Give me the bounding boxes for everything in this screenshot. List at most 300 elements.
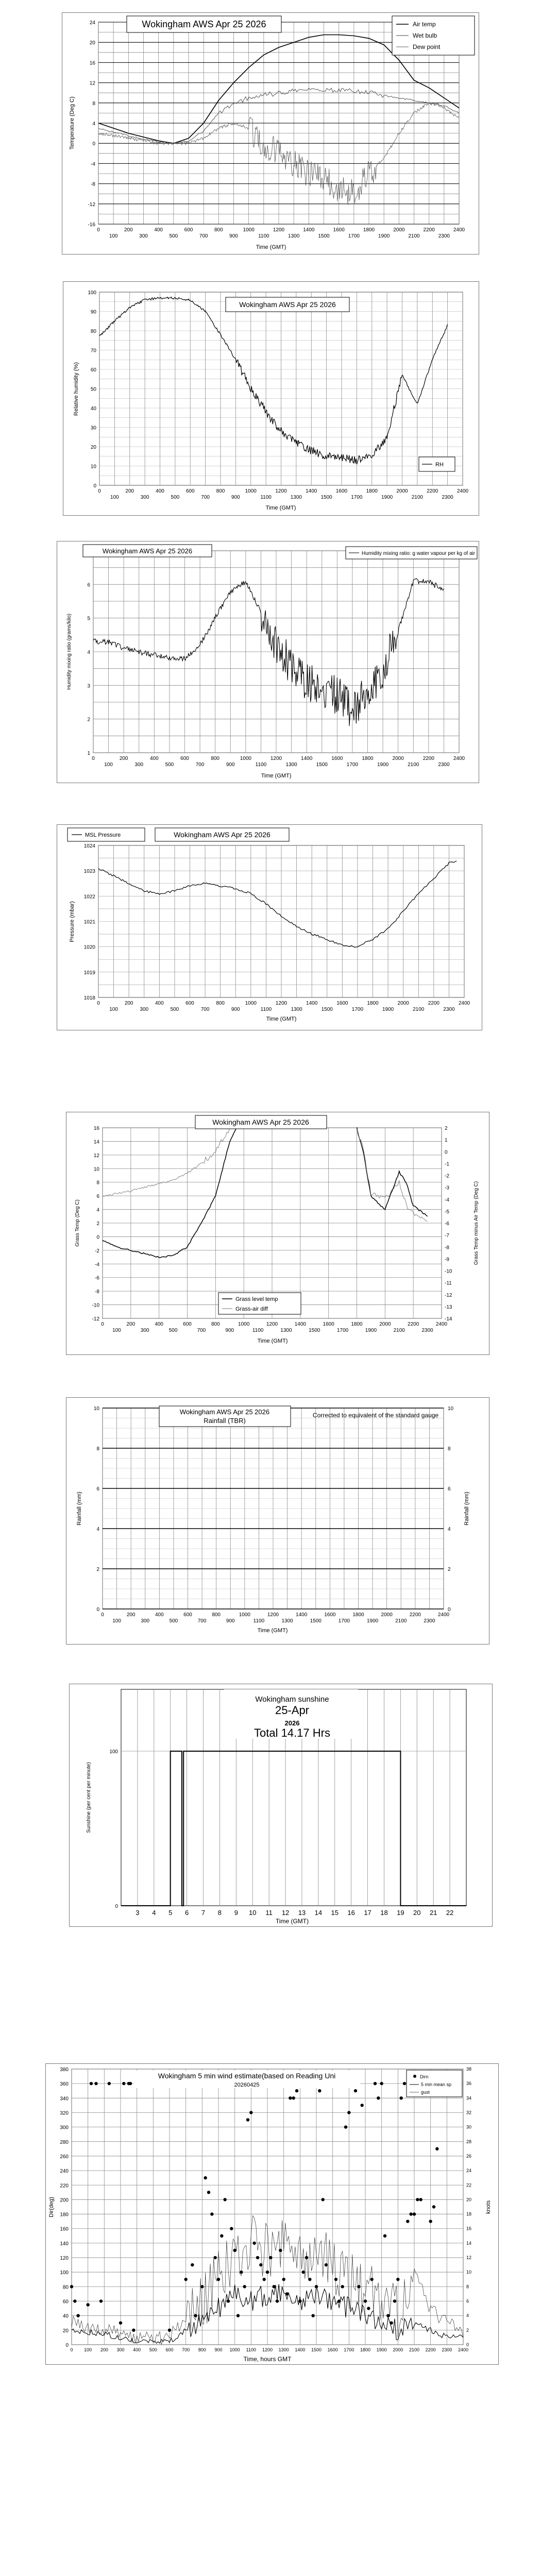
x-tick-label: 200 [124, 1001, 133, 1006]
y-tick-label: 40 [90, 406, 96, 412]
x-tick-label: 1500 [321, 1007, 333, 1012]
y-tick-label: 180 [60, 2212, 69, 2218]
y2-tick-label: 2 [466, 2327, 469, 2333]
y-tick-label: 20 [62, 2328, 69, 2334]
x-tick-label: 1600 [336, 1001, 348, 1006]
x-tick-label: 12 [281, 1909, 290, 1917]
x-tick-label: 700 [201, 495, 210, 500]
x-tick-label: 2100 [411, 495, 423, 500]
y-axis-label: Temperature (Deg C) [69, 96, 75, 150]
pressure-chart-panel [57, 824, 482, 1030]
y-tick-label: 40 [62, 2313, 69, 2319]
direction-point [321, 2198, 324, 2201]
direction-point [311, 2314, 314, 2317]
y-tick-label: 100 [60, 2270, 69, 2276]
x-tick-label: 2000 [397, 1001, 409, 1006]
direction-point [370, 2278, 373, 2281]
x-tick-label: 1300 [285, 762, 297, 768]
y-axis-label: Relative humidity (%) [73, 362, 79, 416]
x-tick-label: 400 [156, 488, 164, 494]
x-tick-label: 1100 [253, 1618, 265, 1624]
x-tick-label: 10 [249, 1909, 257, 1917]
x-tick-label: 8 [217, 1909, 222, 1917]
direction-point [76, 2314, 79, 2317]
y-tick-label: 6 [96, 1486, 99, 1492]
x-tick-label: 1700 [336, 1328, 349, 1333]
y-tick-label: 10 [93, 1406, 99, 1412]
x-tick-label: 1800 [351, 1321, 363, 1327]
direction-point [227, 2299, 230, 2302]
x-tick-label: 800 [214, 227, 223, 233]
direction-point [259, 2263, 262, 2266]
y-tick-label: -4 [91, 161, 95, 167]
direction-point [279, 2249, 282, 2252]
y-tick-label: -10 [92, 1302, 99, 1309]
x-tick-label: 1600 [324, 1612, 336, 1618]
legend-label: Grass-air diff [235, 1306, 268, 1312]
legend-label: 5 min mean sp [421, 2082, 452, 2087]
y-tick-label: 1023 [83, 869, 95, 875]
x-tick-label: 1400 [306, 488, 317, 494]
x-tick-label: 1100 [246, 2347, 257, 2352]
x-tick-label: 2400 [458, 1001, 470, 1006]
direction-point [377, 2096, 380, 2099]
x-tick-label: 800 [198, 2347, 206, 2352]
chart-date: 25-Apr [275, 1704, 310, 1717]
x-axis-label: Time (GMT) [265, 505, 296, 511]
x-axis-label: Time (GMT) [275, 1918, 309, 1925]
y2-tick-label: -5 [445, 1209, 449, 1215]
y2-tick-label: 30 [466, 2124, 472, 2130]
x-axis-label: Time (GMT) [261, 773, 292, 779]
y2-tick-label: -6 [445, 1221, 449, 1227]
y2-tick-label: 14 [466, 2240, 472, 2246]
y2-tick-label: -2 [445, 1173, 449, 1179]
y2-tick-label: -14 [445, 1316, 452, 1322]
y-tick-label: 8 [92, 100, 95, 107]
direction-point [132, 2329, 135, 2332]
legend-label: Humidity mixing ratio: g water vapour per kg of air [362, 551, 476, 556]
y2-tick-label: 34 [466, 2095, 472, 2101]
x-tick-label: 2100 [413, 1007, 425, 1012]
legend-label: Dirn [420, 2074, 429, 2079]
y-tick-label: 340 [60, 2096, 69, 2102]
temperature-chart-panel [62, 12, 479, 255]
x-tick-label: 2400 [453, 756, 465, 761]
direction-point [344, 2125, 347, 2128]
x-tick-label: 2200 [422, 756, 434, 761]
y2-tick-label: 38 [466, 2066, 472, 2072]
x-tick-label: 700 [199, 233, 208, 239]
x-tick-label: 400 [155, 1321, 164, 1327]
x-tick-label: 2400 [453, 227, 465, 233]
x-tick-label: 1200 [273, 227, 285, 233]
y-tick-label: 8 [96, 1180, 99, 1186]
x-tick-label: 1000 [243, 227, 255, 233]
y-tick-label: -12 [92, 1316, 99, 1322]
x-tick-label: 900 [225, 1328, 234, 1333]
chart-title: Wokingham AWS Apr 25 2026 [102, 547, 193, 555]
y-tick-label: 4 [96, 1207, 99, 1213]
direction-point [334, 2278, 337, 2281]
x-tick-label: 400 [154, 227, 163, 233]
x-tick-label: 1400 [301, 756, 313, 761]
y2-tick-label: -10 [445, 1268, 452, 1275]
direction-point [240, 2270, 243, 2274]
y-tick-label: 0 [96, 1234, 99, 1241]
sunshine-chart-panel [69, 1684, 493, 1927]
chart-subtitle: 20260425 [234, 2082, 260, 2088]
y-tick-label: 30 [90, 425, 96, 431]
direction-point [337, 2299, 341, 2302]
y2-tick-label: 26 [466, 2153, 472, 2159]
y2-tick-label: 0 [445, 1149, 448, 1156]
direction-point [308, 2278, 311, 2281]
x-tick-label: 6 [185, 1909, 189, 1917]
x-tick-label: 1800 [367, 1001, 379, 1006]
x-tick-label: 1200 [270, 756, 282, 761]
x-tick-label: 0 [70, 2347, 73, 2352]
direction-point [243, 2285, 246, 2288]
x-tick-label: 800 [216, 488, 225, 494]
x-tick-label: 1600 [331, 756, 343, 761]
x-tick-label: 1300 [291, 1007, 302, 1012]
direction-point [119, 2321, 122, 2325]
x-tick-label: 600 [180, 756, 189, 761]
humidity-chart-panel [63, 281, 479, 516]
y-tick-label: 200 [60, 2197, 69, 2204]
x-tick-label: 1700 [348, 233, 360, 239]
direction-point [403, 2082, 406, 2085]
direction-point [406, 2219, 409, 2223]
x-tick-label: 19 [397, 1909, 404, 1917]
x-tick-label: 200 [124, 227, 133, 233]
y-tick-label: 1 [87, 751, 90, 756]
x-tick-label: 300 [134, 762, 144, 768]
y-tick-label: 4 [96, 1527, 99, 1532]
x-tick-label: 2100 [408, 233, 420, 239]
x-tick-label: 1900 [365, 1328, 377, 1333]
y2-tick-label: 24 [466, 2168, 472, 2174]
x-tick-label: 2300 [424, 1618, 435, 1624]
y-tick-label: 1018 [83, 995, 95, 1001]
x-tick-label: 9 [234, 1909, 238, 1917]
direction-point [292, 2096, 295, 2099]
x-tick-label: 1000 [238, 1321, 250, 1327]
y-tick-label: 16 [89, 60, 95, 66]
y-tick-label: 1022 [83, 894, 95, 900]
y2-tick-label: 10 [448, 1406, 454, 1412]
chart-title: Wokingham AWS Apr 25 2026 [142, 19, 266, 29]
x-tick-label: 1400 [295, 2347, 306, 2352]
direction-point [262, 2278, 265, 2281]
x-tick-label: 400 [133, 2347, 141, 2352]
x-tick-label: 100 [110, 495, 119, 500]
y-tick-label: 12 [89, 80, 95, 87]
x-tick-label: 1000 [245, 1001, 257, 1006]
chart-title: Wokingham AWS Apr 25 2026 [174, 831, 270, 839]
direction-point [429, 2219, 432, 2223]
x-tick-label: 1800 [362, 756, 374, 761]
y2-tick-label: -11 [445, 1280, 452, 1286]
x-tick-label: 7 [201, 1909, 206, 1917]
x-tick-label: 1500 [320, 495, 332, 500]
direction-point [129, 2082, 132, 2085]
direction-point [252, 2242, 256, 2245]
direction-point [435, 2147, 438, 2150]
x-tick-label: 1400 [303, 227, 315, 233]
x-tick-label: 1400 [294, 1321, 306, 1327]
y-tick-label: -16 [88, 222, 95, 228]
y2-tick-label: -13 [445, 1304, 452, 1310]
direction-point [213, 2256, 216, 2259]
x-tick-label: 20 [413, 1909, 421, 1917]
x-tick-label: 1900 [366, 1618, 379, 1624]
y2-tick-label: 2 [445, 1126, 448, 1131]
x-tick-label: 300 [140, 1007, 149, 1012]
x-tick-label: 2000 [392, 756, 404, 761]
y2-tick-label: 4 [448, 1527, 451, 1532]
x-tick-label: 800 [211, 1321, 220, 1327]
y2-tick-label: -7 [445, 1233, 449, 1239]
x-tick-label: 1500 [316, 762, 328, 768]
y-tick-label: 6 [96, 1194, 99, 1200]
temperature-chart [62, 13, 480, 255]
x-tick-label: 2000 [393, 227, 405, 233]
x-tick-label: 1800 [366, 488, 378, 494]
x-tick-label: 1600 [333, 227, 345, 233]
direction-point [108, 2082, 111, 2085]
x-tick-label: 1800 [363, 227, 375, 233]
x-axis-label: Time (GMT) [256, 244, 286, 250]
x-tick-label: 2100 [409, 2347, 420, 2352]
grass-temp-chart [66, 1112, 490, 1355]
x-axis-label: Time (GMT) [266, 1016, 297, 1022]
x-tick-label: 1100 [258, 233, 269, 239]
legend-label: Dew point [413, 43, 441, 50]
y2-tick-label: -8 [445, 1245, 449, 1251]
chart-note: Corrected to equivalent of the standard gauge [312, 1412, 439, 1419]
y2-tick-label: 6 [448, 1486, 451, 1492]
x-tick-label: 0 [92, 756, 95, 761]
direction-point [168, 2329, 171, 2332]
x-tick-label: 800 [216, 1001, 225, 1006]
direction-point [396, 2278, 399, 2281]
x-tick-label: 5 [168, 1909, 173, 1917]
x-tick-label: 100 [112, 1618, 121, 1624]
direction-point [383, 2234, 386, 2238]
x-tick-label: 1100 [255, 762, 267, 768]
y2-tick-label: 6 [466, 2298, 469, 2304]
direction-point [233, 2249, 236, 2252]
direction-point [236, 2314, 240, 2317]
x-tick-label: 2200 [425, 2347, 436, 2352]
x-tick-label: 1000 [240, 756, 251, 761]
wind-chart-panel [45, 2063, 499, 2365]
x-tick-label: 1000 [245, 488, 257, 494]
x-tick-label: 2300 [442, 495, 453, 500]
x-tick-label: 100 [112, 1328, 121, 1333]
x-tick-label: 1700 [351, 495, 363, 500]
x-tick-label: 900 [229, 233, 238, 239]
x-tick-label: 2200 [409, 1612, 421, 1618]
direction-point [380, 2082, 383, 2085]
chart-title: Wokingham sunshine [255, 1695, 329, 1704]
x-tick-label: 1500 [309, 1328, 320, 1333]
legend-label: RH [435, 462, 444, 468]
y-tick-label: -4 [95, 1262, 99, 1268]
x-tick-label: 2300 [438, 762, 450, 768]
x-tick-label: 1700 [338, 1618, 350, 1624]
humidity-chart [63, 282, 480, 516]
y2-tick-label: 12 [466, 2255, 472, 2261]
y2-tick-label: 18 [466, 2211, 472, 2217]
x-tick-label: 200 [100, 2347, 108, 2352]
x-tick-label: 200 [126, 1612, 136, 1618]
direction-point [210, 2212, 213, 2215]
x-tick-label: 16 [347, 1909, 355, 1917]
y2-tick-label: -1 [445, 1161, 449, 1167]
y-tick-label: 24 [89, 20, 95, 26]
x-tick-label: 700 [197, 1618, 207, 1624]
x-tick-label: 1800 [360, 2347, 371, 2352]
x-tick-label: 600 [185, 1001, 194, 1006]
x-tick-label: 200 [119, 756, 128, 761]
y-tick-label: 1021 [83, 919, 95, 925]
y-tick-label: 60 [90, 367, 96, 373]
x-tick-label: 1300 [281, 1618, 293, 1624]
x-tick-label: 2400 [457, 488, 469, 494]
x-tick-label: 1300 [278, 2347, 289, 2352]
x-tick-label: 11 [265, 1909, 273, 1917]
direction-point [86, 2303, 89, 2306]
x-tick-label: 1900 [376, 2347, 387, 2352]
direction-point [386, 2314, 390, 2317]
y-tick-label: 240 [60, 2168, 69, 2175]
direction-point [318, 2089, 321, 2092]
legend-label: Air temp [413, 21, 436, 28]
y-tick-label: 10 [93, 1166, 99, 1173]
x-tick-label: 3 [136, 1909, 140, 1917]
y2-tick-label: 8 [448, 1446, 451, 1452]
x-axis-label: Time (GMT) [257, 1628, 288, 1634]
x-tick-label: 500 [170, 1007, 179, 1012]
x-tick-label: 2300 [442, 2347, 452, 2352]
x-tick-label: 400 [155, 1612, 164, 1618]
direction-point [409, 2212, 412, 2215]
x-tick-label: 2400 [437, 1612, 450, 1618]
x-tick-label: 0 [97, 227, 100, 233]
direction-point [99, 2299, 103, 2302]
x-tick-label: 700 [182, 2347, 190, 2352]
x-tick-label: 400 [155, 1001, 164, 1006]
y-tick-label: 0 [93, 483, 96, 489]
direction-point [413, 2212, 416, 2215]
y-tick-label: 320 [60, 2110, 69, 2116]
y2-tick-label: 32 [466, 2110, 472, 2115]
y-tick-label: 60 [62, 2299, 69, 2305]
y-tick-label: -6 [95, 1275, 99, 1281]
y-tick-label: -8 [91, 181, 95, 188]
direction-point [367, 2307, 370, 2310]
x-tick-label: 900 [226, 762, 235, 768]
y2-tick-label: -3 [445, 1185, 449, 1191]
direction-point [416, 2198, 419, 2201]
x-tick-label: 700 [197, 1328, 206, 1333]
y-tick-label: 8 [96, 1446, 99, 1452]
x-tick-label: 1500 [318, 233, 330, 239]
direction-point [200, 2285, 204, 2288]
y-tick-label: 70 [90, 348, 96, 354]
x-tick-label: 1100 [260, 1007, 272, 1012]
x-tick-label: 1200 [275, 488, 287, 494]
y-tick-label: 260 [60, 2154, 69, 2160]
y-tick-label: 4 [92, 121, 95, 127]
x-tick-label: 500 [168, 1328, 178, 1333]
x-tick-label: 1700 [344, 2347, 354, 2352]
rainfall-chart [66, 1398, 490, 1645]
y2-axis-label: knots [485, 2200, 492, 2214]
x-axis-label: Time, hours GMT [243, 2355, 292, 2363]
direction-point [295, 2089, 298, 2092]
y-tick-label: 12 [93, 1153, 99, 1159]
x-tick-label: 300 [140, 1328, 149, 1333]
y2-tick-label: 2 [448, 1567, 451, 1572]
y-tick-label: 140 [60, 2241, 69, 2247]
x-tick-label: 0 [97, 1001, 100, 1006]
direction-point [70, 2285, 73, 2288]
legend-label: MSL Pressure [85, 832, 121, 838]
legend-label: Grass level temp [235, 1296, 278, 1302]
y-axis-label: Dir(deg) [48, 2197, 55, 2217]
direction-point [194, 2314, 197, 2317]
x-tick-label: 500 [149, 2347, 157, 2352]
direction-point [285, 2292, 289, 2295]
y-tick-label: 0 [96, 1607, 99, 1613]
x-tick-label: 1200 [262, 2347, 273, 2352]
x-tick-label: 2400 [435, 1321, 448, 1327]
x-tick-label: 100 [84, 2347, 92, 2352]
x-tick-label: 2100 [408, 762, 419, 768]
direction-point [360, 2104, 363, 2107]
x-tick-label: 1900 [378, 233, 390, 239]
x-tick-label: 2200 [423, 227, 435, 233]
x-tick-label: 600 [183, 1321, 192, 1327]
x-tick-label: 22 [446, 1909, 454, 1917]
x-tick-label: 1900 [377, 762, 389, 768]
direction-point [266, 2270, 269, 2274]
direction-point [191, 2263, 194, 2266]
y-tick-label: 14 [93, 1139, 99, 1145]
x-tick-label: 1700 [346, 762, 359, 768]
rainfall-chart-panel [66, 1397, 489, 1645]
x-tick-label: 17 [364, 1909, 371, 1917]
x-tick-label: 1600 [327, 2347, 338, 2352]
direction-point [357, 2285, 360, 2288]
direction-point [220, 2234, 223, 2238]
x-tick-label: 2400 [458, 2347, 469, 2352]
x-tick-label: 900 [231, 495, 240, 500]
y-tick-label: 16 [93, 1126, 99, 1131]
x-tick-label: 400 [149, 756, 159, 761]
direction-point [364, 2299, 367, 2302]
legend-swatch [413, 2075, 416, 2078]
chart-year: 2026 [284, 1719, 300, 1727]
y2-tick-label: 8 [466, 2284, 469, 2290]
y-axis-label: Rainfall (mm) [76, 1492, 82, 1526]
x-tick-label: 1800 [352, 1612, 364, 1618]
y2-tick-label: 28 [466, 2139, 472, 2144]
